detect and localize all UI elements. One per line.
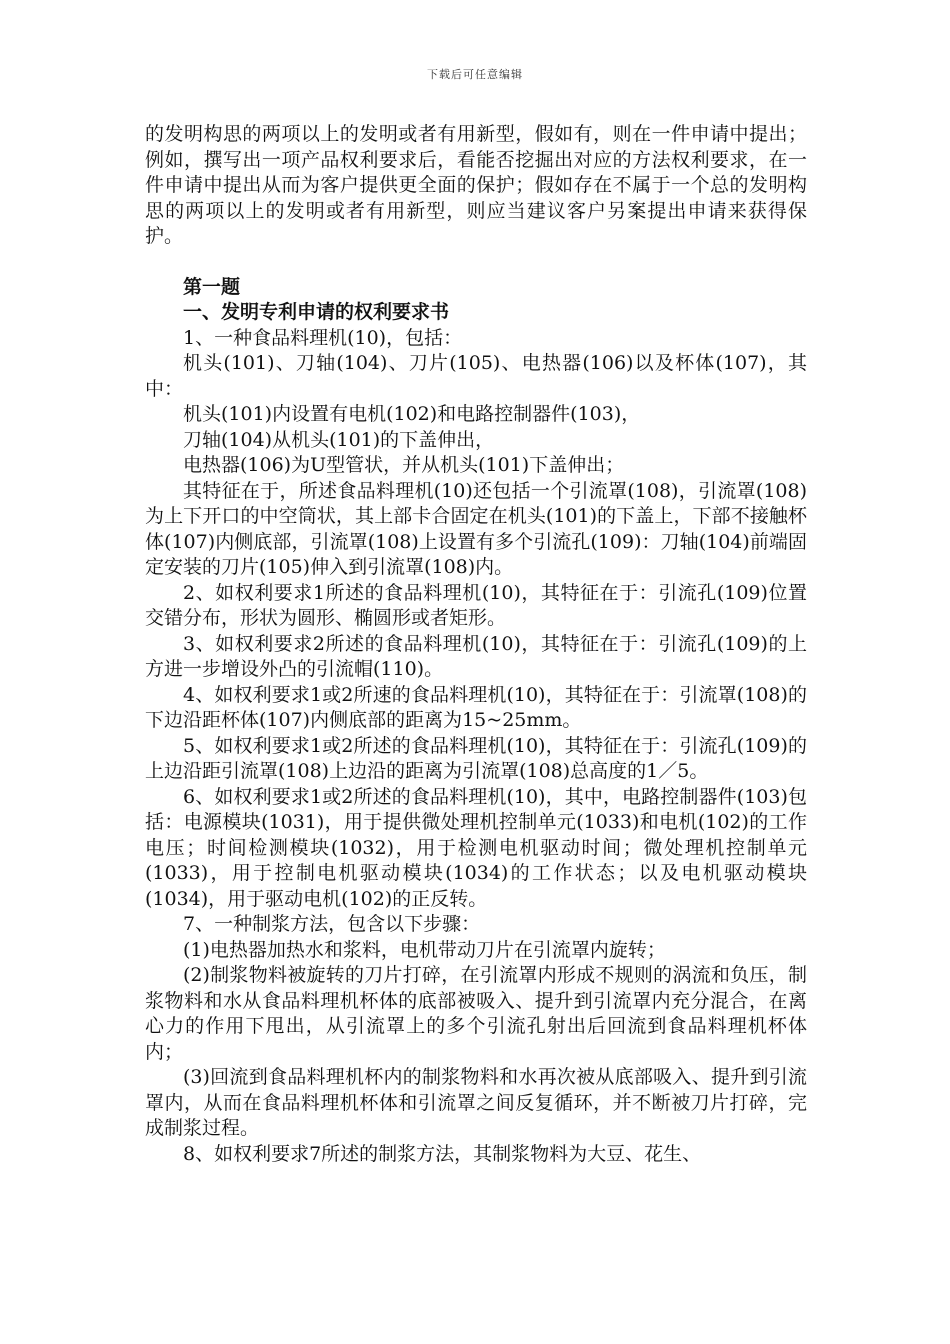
- claim-1-head: 机头(101)内设置有电机(102)和电路控制器件(103)，: [183, 403, 641, 425]
- claim-6: 6、如权利要求1或2所述的食品料理机(10)，其中，电路控制器件(103)包括：电源模块(1031)，用于提供微处理机控制单元(1033)和电机(102)的工作电压；时间检测模块(1032)，用于检测电机驱动时间；微处理机控制单元(1033)，用于控制电机驱动模块(1034)的工作状态；以及电机驱动模块(1034)，用于驱动电机(102)的正反转。: [145, 785, 807, 910]
- claim-3: 3、如权利要求2所述的食品料理机(10)，其特征在于：引流孔(109)的上方进一步增设外凸的引流帽(110)。: [145, 632, 807, 680]
- claim-4: 4、如权利要求1或2所速的食品料理机(10)，其特征在于：引流罩(108)的下边沿距杯体(107)内侧底部的距离为15~25mm。: [145, 683, 807, 731]
- claim-5: 5、如权利要求1或2所述的食品料理机(10)，其特征在于：引流孔(109)的上边沿距引流罩(108)上边沿的距离为引流罩(108)总高度的1／5。: [145, 734, 807, 782]
- intro-paragraph: 的发明构思的两项以上的发明或者有用新型，假如有，则在一件申请中提出；例如，撰写出一项产品权利要求后，看能否挖掘出对应的方法权利要求，在一件申请中提出从而为客户提供更全面的保护；假如存在不属于一个总的发明构思的两项以上的发明或者有用新型，则应当建议客户另案提出申请来获得保护。: [145, 123, 807, 247]
- claim-7-step-3: (3)回流到食品料理机杯内的制浆物料和水再次被从底部吸入、提升到引流罩内，从而在食品料理机杯体和引流罩之间反复循环，并不断被刀片打碎，完成制浆过程。: [145, 1066, 807, 1139]
- document-body: [145, 122, 807, 1167]
- claim-1-feature: 其特征在于，所述食品料理机(10)还包括一个引流罩(108)，引流罩(108)为上下开口的中空筒状，其上部卡合固定在机头(101)的下盖上，下部不接触杯体(107)内侧底部，引流罩(108)上设置有多个引流孔(109)：刀轴(104)前端固定安装的刀片(105)伸入到引流罩(108)内。: [145, 479, 807, 578]
- claim-1: 1、一种食品料理机(10)，包括：: [183, 326, 463, 349]
- claim-1-heater: 电热器(106)为U型管状，并从机头(101)下盖伸出；: [183, 454, 625, 476]
- claim-2: 2、如权利要求1所述的食品料理机(10)，其特征在于：引流孔(109)位置交错分布，形状为圆形、椭圆形或者矩形。: [145, 581, 807, 629]
- section-title: 第一题: [183, 275, 241, 298]
- claim-8: 8、如权利要求7所述的制浆方法，其制浆物料为大豆、花生、: [183, 1142, 702, 1165]
- page-header: 下载后可任意编辑: [427, 68, 523, 81]
- claim-7: 7、一种制浆方法，包含以下步骤：: [183, 913, 481, 935]
- claim-7-step-2: (2)制浆物料被旋转的刀片打碎，在引流罩内形成不规则的涡流和负压，制浆物料和水从食品料理机杯体的底部被吸入、提升到引流罩内充分混合，在离心力的作用下甩出，从引流罩上的多个引流孔射出后回流到食品料理机杯体内；: [145, 964, 807, 1063]
- subsection-title: 一、发明专利申请的权利要求书: [183, 301, 450, 323]
- claim-1-components: 机头(101)、刀轴(104)、刀片(105)、电热器(106)以及杯体(107)，其中：: [145, 352, 807, 400]
- claim-7-step-1: (1)电热器加热水和浆料，电机带动刀片在引流罩内旋转；: [183, 938, 666, 961]
- claim-1-shaft: 刀轴(104)从机头(101)的下盖伸出，: [183, 428, 495, 451]
